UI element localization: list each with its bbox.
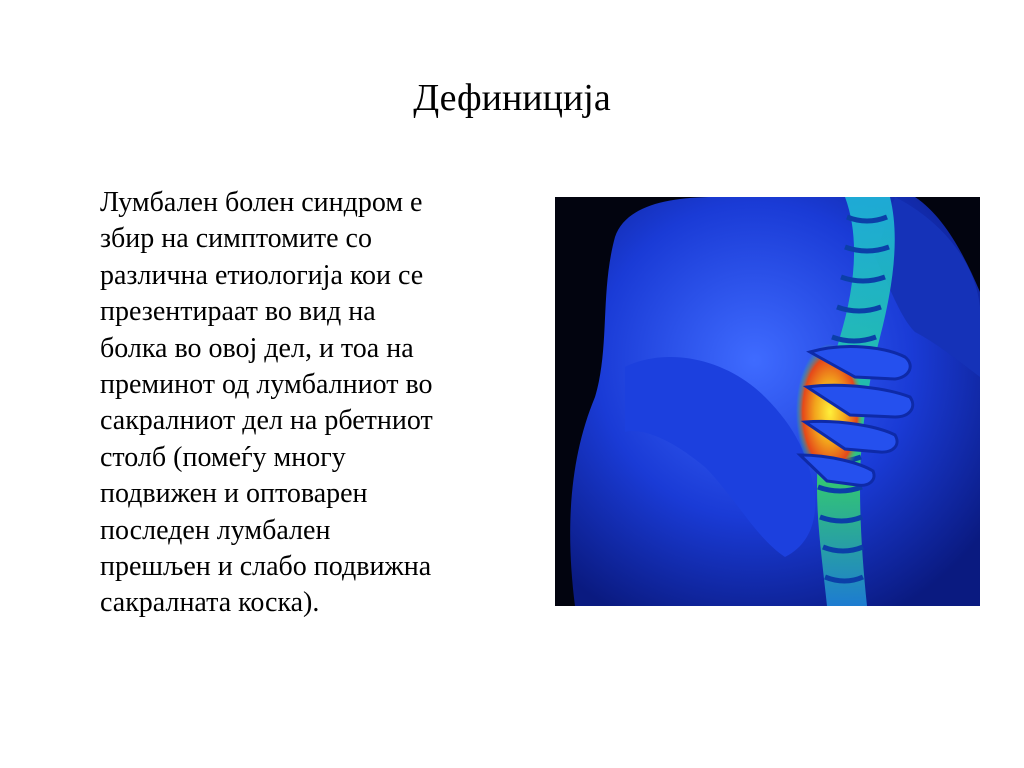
- paragraph-line: различна етиологија кои се: [100, 259, 424, 291]
- paragraph-line: подвижен и оптоварен: [100, 478, 368, 510]
- paragraph-line: прешљен и слабо подвижна: [100, 551, 432, 583]
- paragraph-line: преминот од лумбалниот во: [100, 369, 433, 401]
- paragraph-line: Лумбален болен синдром е: [100, 187, 423, 218]
- paragraph-line: презентираат во вид на: [100, 296, 376, 328]
- paragraph-line: сакралната коска).: [100, 587, 320, 619]
- paragraph-line: последен лумбален: [100, 514, 331, 546]
- paragraph-line: збир на симптомите со: [100, 223, 372, 255]
- slide-title: Дефиниција: [413, 77, 611, 119]
- lower-back-pain-illustration: [555, 197, 980, 606]
- paragraph-line: болка во овој дел, и тоа на: [100, 332, 414, 364]
- paragraph-line: столб (помеѓу многу: [100, 441, 346, 473]
- definition-paragraph: [100, 185, 530, 622]
- paragraph-line: сакралниот дел на рбетниот: [100, 405, 433, 437]
